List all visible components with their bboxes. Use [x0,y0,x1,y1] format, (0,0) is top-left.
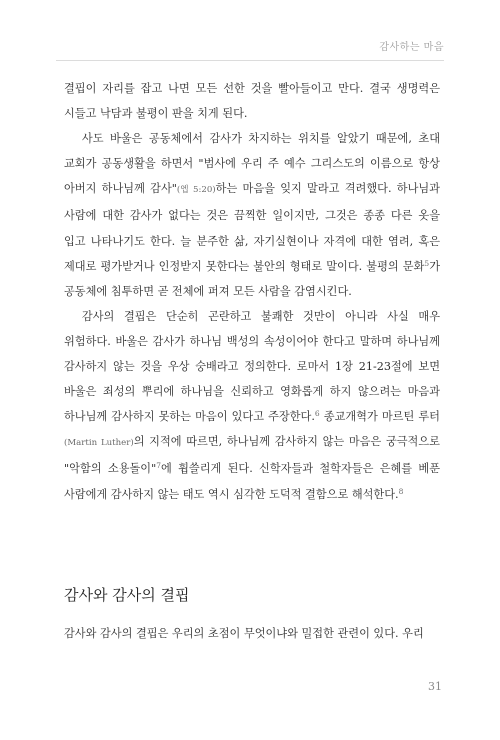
body-text [64,76,440,507]
paragraph-2-part-a: 사도 바울은 공동체에서 감사가 차지하는 위치를 알았기 때문에, 초대 교회가 공동생활을 하면서 "범사에 우리 주 예수 그리스도의 이름으로 항상 아버지 하나님께 감사" [64,132,440,196]
paragraph-3-part-c: 의 지적에 따르면, 하나님께 감사하지 않는 마음은 궁극적으로 "악함의 소용돌이" [64,435,440,476]
paragraph-2 [64,126,440,304]
page-number: 31 [428,680,442,693]
section-heading: 감사와 감사의 결핍 [64,586,190,605]
paragraph-3 [64,304,440,507]
luther-name-latin: (Martin Luther) [64,438,134,449]
section-first-line: 감사와 감사의 결핍은 우리의 초점이 무엇이냐와 밀접한 관련이 있다. 우리 [64,627,424,640]
paragraph-3-part-b: 종교개혁가 마르틴 루터 [319,410,440,424]
paragraph-1: 결핍이 자리를 잡고 나면 모든 선한 것을 빨아들이고 만다. 결국 생명력은 시들고 낙담과 불평이 판을 치게 된다. [64,82,440,121]
footnote-marker-8[interactable]: 8 [398,486,404,496]
paragraph-2-part-c: 가 공동체에 침투하면 곧 전체에 퍼져 모든 사람을 감염시킨다. [64,259,440,298]
running-head: 감사하는 마음 [379,42,444,53]
header-divider [56,60,444,61]
paragraph-3-part-a: 감사의 결핍은 단순히 곤란하고 불쾌한 것만이 아니라 사실 매우 위험하다. 바울은 감사가 하나님 백성의 속성이어야 한다고 말하며 하나님께 감사하지 않는 것을 우상 숭배라고 정의한다. 로마서 1장 21-23절에 보면 바울은 죄성의 뿌리에 하나님을 신뢰하고 영화롭게 하지 않으려는 마음과 하나님께 감사하지 못하는 마음이 있다고 주장한다. [64,309,440,424]
footnote-marker-7[interactable]: 7 [156,461,162,471]
paragraph-2-part-b: 하는 마음을 잊지 말라고 격려했다. 하나님과 사람에 대한 감사가 없다는 것은 끔찍한 일이지만, 그것은 종종 다른 옷을 입고 나타나기도 한다. 늘 분주한 삶, 자기실현이나 자격에 대한 염려, 혹은 제대로 평가받거나 인정받지 못한다는 불안의 형태로 말이다. 불평의 문화 [64,182,440,273]
paragraph-3-part-d: 에 휩쓸리게 된다. 신학자들과 철학자들은 은혜를 베푼 사람에게 감사하지 않는 태도 역시 심각한 도덕적 결함으로 해석한다. [64,462,441,501]
footnote-marker-5[interactable]: 5 [424,258,430,268]
footnote-marker-6[interactable]: 6 [314,409,320,419]
scripture-reference: (엡 5:20) [176,185,216,196]
